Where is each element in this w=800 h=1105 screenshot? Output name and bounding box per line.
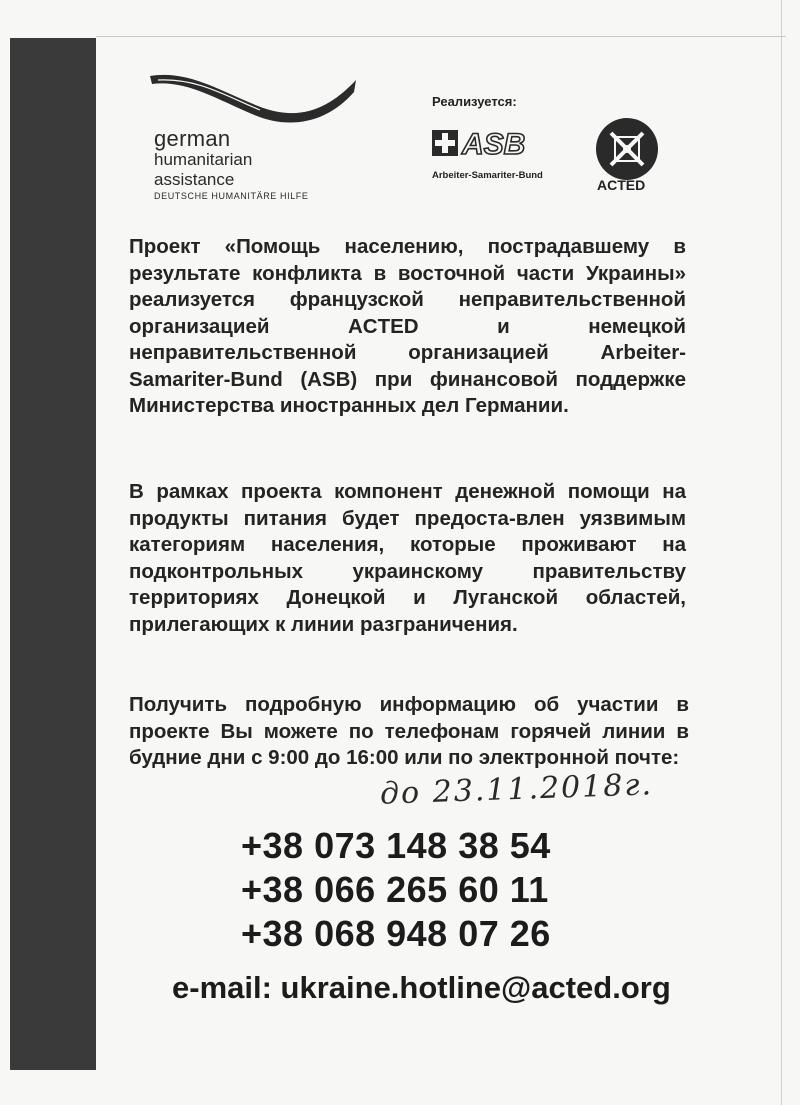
asb-mark: ASB [462,128,526,161]
hotline-email[interactable]: e-mail: ukraine.hotline@acted.org [172,970,671,1005]
acted-label: ACTED [597,177,646,193]
hotline-phone-1[interactable]: +38 073 148 38 54 [241,825,551,866]
acted-logo-icon [593,115,661,183]
assistance-description-paragraph: В рамках проекта компонент денежной помощи на продукты питания будет предоста-влен уязвимым категориям населения, которые проживают на подконтрольных украинскому правительству территориях Донецкой и Луганской областей, прилегающих к линии разграничения. [129,480,686,636]
gha-logo-text-german-subtitle: DEUTSCHE HUMANITÄRE HILFE [154,191,309,201]
hotline-phone-2[interactable]: +38 066 265 60 11 [241,869,549,910]
scan-margin-bar [10,38,96,1070]
german-humanitarian-assistance-logo [140,70,370,210]
implemented-by-label: Реализуется: [432,94,517,109]
project-description-paragraph: Проект «Помощь населению, пострадавшему в результате конфликта в восточной части Украины» реализуется французской неправительственной организацией ACTED и немецкой неправительственной организацией Arbeiter-Samariter-Bund (ASB) при финансовой поддержке Министерства иностранных дел Германии. [129,235,686,417]
hotline-phone-list [241,824,551,956]
gha-logo-text-german: german [154,126,231,151]
contact-info-paragraph: Получить подробную информацию об участии в проекте Вы можете по телефонам горячей линии в будние дни с 9:00 до 16:00 или по электронной почте: [129,693,689,769]
gha-logo-text-assistance: assistance [154,170,235,189]
hotline-phone-3[interactable]: +38 068 948 07 26 [241,913,551,954]
handwritten-date-note: до 23.11.2018г. [379,767,654,812]
scan-edge-line [781,0,782,1105]
asb-caption: Arbeiter-Samariter-Bund [432,170,543,181]
gha-logo-text-humanitarian: humanitarian [154,150,253,169]
wave-icon [148,70,358,130]
scan-edge-line [96,36,786,37]
